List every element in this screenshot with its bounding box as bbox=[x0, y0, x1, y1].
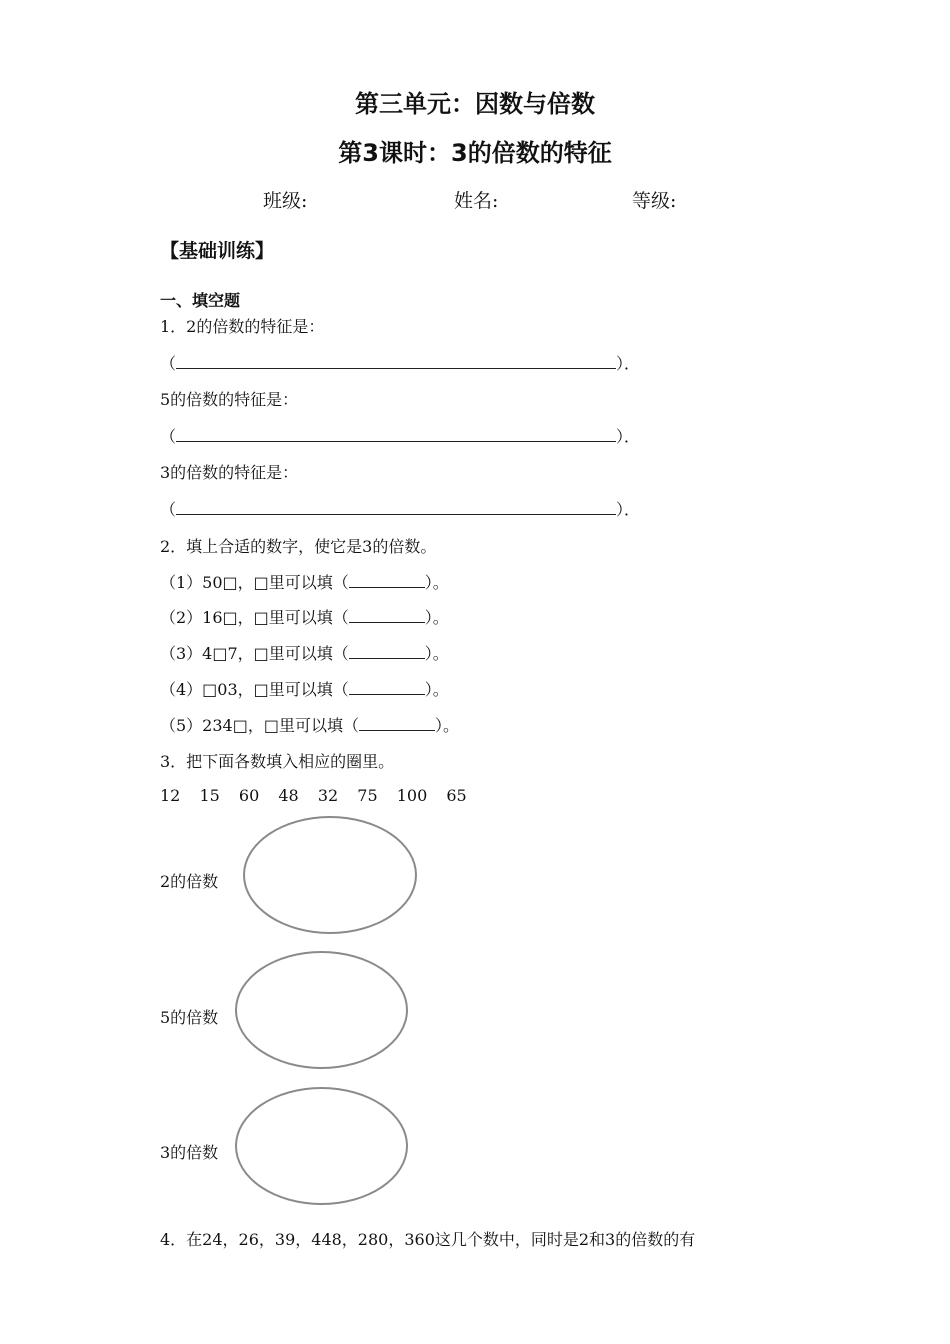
q2-prompt: 2．填上合适的数字，使它是3的倍数。 bbox=[160, 537, 437, 556]
close-paren: ）． bbox=[616, 354, 641, 373]
multiples-of-3-circle[interactable] bbox=[235, 1087, 408, 1205]
q2-blank-3[interactable] bbox=[349, 644, 425, 659]
number-item: 12 bbox=[160, 786, 181, 805]
number-item: 60 bbox=[238, 786, 260, 805]
open-paren: （ bbox=[160, 500, 177, 519]
q2-blank-1[interactable] bbox=[349, 573, 425, 588]
answer-blank-3[interactable] bbox=[176, 498, 616, 515]
q2-item-2: （2）16□，□里可以填（ ）。 bbox=[160, 608, 449, 627]
lesson-title: 第3课时：3的倍数的特征 bbox=[338, 139, 612, 167]
section-title: 【基础训练】 bbox=[160, 240, 275, 262]
q4-prompt: 4．在24，26，39，448，280，360这几个数中，同时是2和3的倍数的有 bbox=[160, 1230, 696, 1249]
q1-answer-1 bbox=[160, 351, 640, 374]
number-item: 75 bbox=[357, 786, 378, 805]
unit-title: 第三单元：因数与倍数 bbox=[355, 90, 595, 118]
q1-line3: 3的倍数的特征是： bbox=[160, 463, 299, 482]
multiples-of-5-label: 5的倍数 bbox=[160, 1008, 219, 1027]
q1-line1: 1．2的倍数的特征是： bbox=[160, 317, 325, 336]
answer-blank-1[interactable] bbox=[176, 352, 616, 369]
multiples-of-2-label: 2的倍数 bbox=[160, 872, 219, 891]
number-item: 15 bbox=[199, 786, 220, 805]
part-title: 一、填空题 bbox=[160, 291, 241, 310]
number-item: 32 bbox=[317, 786, 339, 805]
q2-item-1: （1）50□，□里可以填（ ）。 bbox=[160, 573, 449, 592]
q2-blank-4[interactable] bbox=[349, 680, 425, 695]
multiples-of-5-circle[interactable] bbox=[235, 951, 408, 1069]
q2-item-3: （3）4□7，□里可以填（ ）。 bbox=[160, 644, 449, 663]
q1-answer-2 bbox=[160, 424, 640, 447]
name-label: 姓名: bbox=[454, 190, 499, 212]
number-item: 100 bbox=[396, 786, 428, 805]
number-item: 48 bbox=[278, 786, 299, 805]
q2-item-4: （4）□03，□里可以填（ ）。 bbox=[160, 680, 449, 699]
q3-prompt: 3．把下面各数填入相应的圈里。 bbox=[160, 752, 395, 771]
grade-label: 等级: bbox=[632, 190, 677, 212]
class-label: 班级: bbox=[263, 190, 308, 212]
q2-blank-5[interactable] bbox=[359, 716, 435, 731]
answer-blank-2[interactable] bbox=[176, 425, 616, 442]
q1-line2: 5的倍数的特征是： bbox=[160, 390, 299, 409]
multiples-of-3-label: 3的倍数 bbox=[160, 1143, 219, 1162]
close-paren: ）． bbox=[616, 427, 641, 446]
open-paren: （ bbox=[160, 427, 177, 446]
close-paren: ）． bbox=[616, 500, 641, 519]
q2-item-5: （5）234□，□里可以填（ ）。 bbox=[160, 716, 459, 735]
q3-number-list bbox=[160, 786, 481, 805]
multiples-of-2-circle[interactable] bbox=[243, 816, 417, 934]
number-item: 65 bbox=[446, 786, 467, 805]
open-paren: （ bbox=[160, 354, 177, 373]
q1-answer-3 bbox=[160, 497, 640, 520]
q2-blank-2[interactable] bbox=[349, 608, 425, 623]
